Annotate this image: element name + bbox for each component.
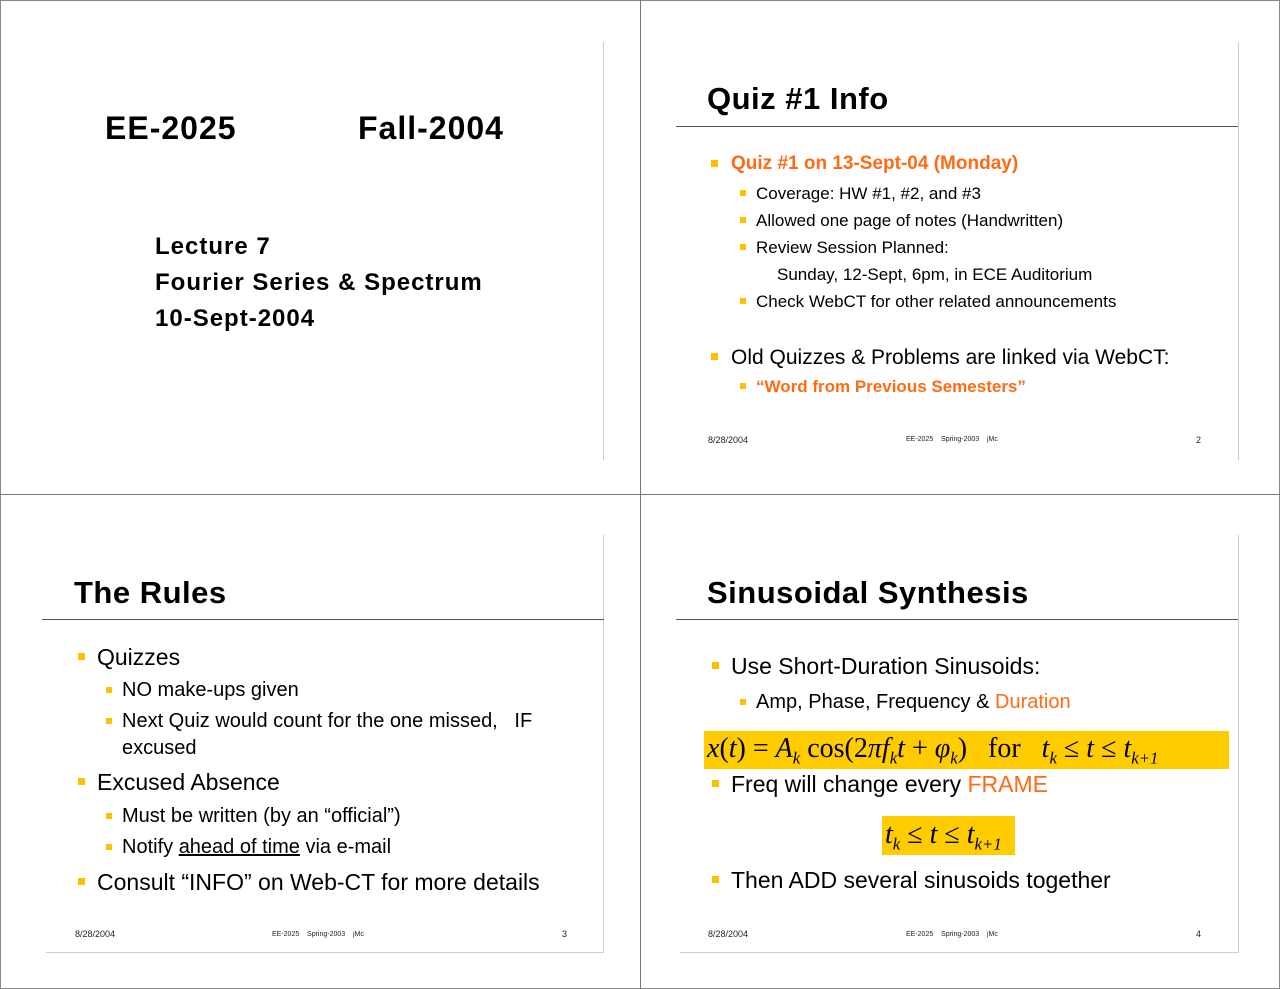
bullet-icon [106, 687, 112, 693]
slide-edge [1238, 535, 1239, 953]
bullet-quiz-date: Quiz #1 on 13-Sept-04 (Monday) [731, 153, 1019, 174]
footer-date: 8/28/2004 [708, 929, 749, 939]
lecture-date: 10-Sept-2004 [155, 305, 316, 332]
slide-title: The Rules [74, 575, 227, 610]
frame-highlight: FRAME [967, 771, 1048, 797]
bullet-icon [712, 780, 719, 787]
bullet-freq-change [731, 771, 1048, 798]
footer-center: EE-2025 Spring-2003 jMc [906, 931, 998, 938]
bullet-icon [712, 662, 719, 669]
bullet-review: Review Session Planned: [756, 238, 949, 257]
frame-interval-equation: $t_k \le t \le t_{k+1}$ [882, 816, 1015, 855]
page-number: 2 [1196, 435, 1202, 445]
bullet-icon [106, 813, 112, 819]
slide-edge [1238, 42, 1239, 460]
bullet-quizzes: Quizzes [97, 644, 181, 670]
bullet-icon [711, 353, 718, 360]
bullet-icon [712, 876, 719, 883]
bullet-icon [106, 718, 112, 724]
duration-highlight: Duration [995, 691, 1071, 713]
bullet-add-sinusoids: Then ADD several sinusoids together [731, 867, 1111, 893]
bullet-consult-info: Consult “INFO” on Web-CT for more details [97, 869, 540, 895]
bullet-icon [740, 217, 746, 223]
course-term: Fall-2004 [358, 110, 504, 146]
handout-divider-horizontal [0, 494, 1280, 495]
bullet-amp-phase [756, 691, 1071, 714]
title-rule [676, 126, 1238, 127]
review-details: Sunday, 12-Sept, 6pm, in ECE Auditorium [777, 265, 1093, 284]
bullet-icon [740, 699, 746, 705]
bullet-old-quizzes: Old Quizzes & Problems are linked via WebCT: [731, 346, 1170, 369]
title-rule [676, 619, 1238, 620]
bullet-icon [106, 844, 112, 850]
slide-edge [680, 952, 1238, 953]
page-number: 3 [562, 929, 568, 939]
course-code: EE-2025 [105, 110, 237, 146]
bullet-notes: Allowed one page of notes (Handwritten) [756, 211, 1064, 230]
footer-center: EE-2025 Spring-2003 jMc [906, 436, 998, 443]
footer-date: 8/28/2004 [75, 929, 116, 939]
bullet-next-quiz: Next Quiz would count for the one missed, IF [122, 710, 533, 732]
bullet-icon [711, 160, 718, 167]
slide-edge [46, 952, 604, 953]
bullet-no-makeups: NO make-ups given [122, 679, 299, 701]
slide-edge [603, 535, 604, 953]
bullet-icon [740, 190, 746, 196]
synthesis-equation: $x(t) = A_k$ $\cos(2\pi f_kt + \varphi_k)$ for $t_k \le t \le t_{k+1}$ [704, 731, 1229, 769]
slide-title: Sinusoidal Synthesis [707, 575, 1029, 610]
amp-phase-text: Amp, Phase, Frequency & [756, 691, 996, 713]
footer-center: EE-2025 Spring-2003 jMc [272, 931, 364, 938]
bullet-previous-semesters: “Word from Previous Semesters” [756, 377, 1026, 396]
notify-text: Notify [122, 836, 179, 858]
page-number: 4 [1196, 929, 1202, 939]
freq-change-text: Freq will change every [731, 771, 968, 797]
bullet-icon [740, 298, 746, 304]
lecture-number: Lecture 7 [155, 233, 271, 260]
footer-date: 8/28/2004 [708, 435, 749, 445]
bullet-icon [78, 778, 85, 785]
bullet-webct: Check WebCT for other related announcements [756, 292, 1117, 311]
bullet-icon [78, 653, 85, 660]
bullet-short-duration: Use Short-Duration Sinusoids: [731, 653, 1041, 679]
bullet-coverage: Coverage: HW #1, #2, and #3 [756, 184, 981, 203]
bullet-written: Must be written (by an “official”) [122, 805, 401, 827]
notify-underlined: ahead of time [178, 836, 300, 858]
bullet-notify [122, 836, 391, 859]
slide-edge [603, 42, 604, 460]
bullet-icon [740, 244, 746, 250]
lecture-topic: Fourier Series & Spectrum [155, 269, 483, 296]
title-rule [42, 619, 604, 620]
notify-text-end: via e-mail [299, 836, 392, 858]
slide-title: Quiz #1 Info [707, 81, 889, 116]
bullet-excused-absence: Excused Absence [97, 769, 280, 795]
bullet-next-quiz-cont: excused [122, 737, 197, 759]
bullet-icon [78, 878, 85, 885]
bullet-icon [740, 383, 746, 389]
